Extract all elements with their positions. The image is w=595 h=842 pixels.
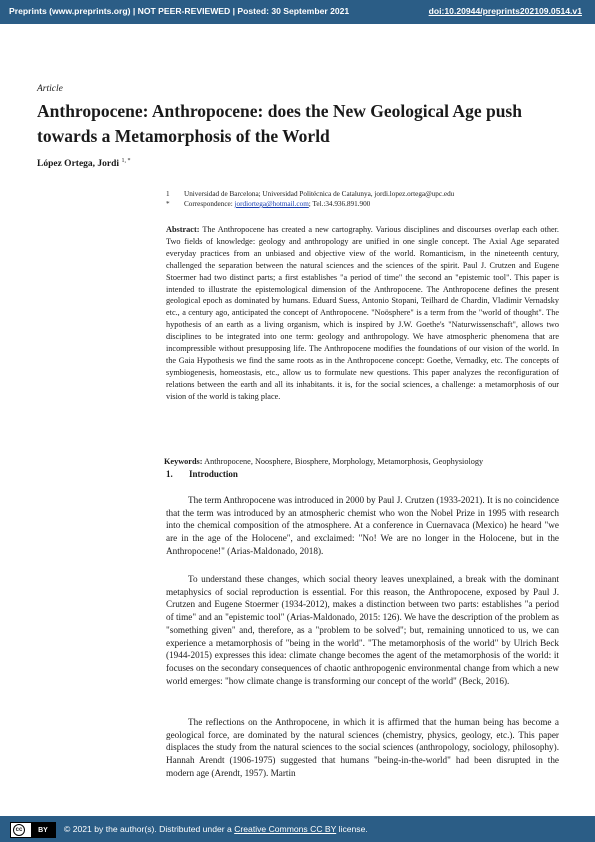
keywords <box>164 457 483 466</box>
article-title: Anthropocene: Anthropocene: does the New Geological Age push towards a Metamorphosis of the World <box>37 101 522 146</box>
license-text <box>64 824 368 834</box>
affiliation-label: 1 <box>166 190 170 198</box>
body-paragraph-3: The reflections on the Anthropocene, in which it is affirmed that the human being has become a geological force, are dominated by the natural sciences (chemistry, physics, geology, etc.). This paper displaces the study from the natural sciences to the social sciences (anthropology, sociology, philosophy). Hannah Arendt (1906-1975) suggested that humans "being-in-the-world" had been disrupted in the modern age (Arendt, 1957). Martin <box>166 717 559 778</box>
license-suffix: license. <box>336 824 368 834</box>
correspondence-label: * <box>166 200 170 208</box>
author-name: López Ortega, Jordi <box>37 159 120 170</box>
license-footer-bar <box>0 816 595 842</box>
article-type: Article <box>37 84 63 94</box>
abstract-text: The Anthropocene has created a new cartography. Various disciplines and discourses overlap each other. Two fields of knowledge: geology and anthropology are unified in one single concept. The Axial Age separated everyday practices from an unbiased and objective view of the world. Romanticism, in the nineteenth century, challenged the separation between the natural sciences and the sciences of the spirit. Paul J. Crutzen and Eugene Stoermer had two distinct parts; a first establishes "a period of time" the second an "epistemic tool". This paper is intended to illustrate the epistemological dimension of the Anthropocene. The Anthropocene defines the present geological epoch as dominated by humans. Eduard Suess, Antonio Stopani, Teilhard de Chardin, Vladimir Vernadsky etc., a century ago, anticipated the concept of Anthropocene. "Noösphere" is a term from the "world of thought". The hypothesis of an earth as a living organism, which is inspired by J.W. Goethe's "Naturwissenschaft", allows two disciplines to be integrated into one term: geology and anthropology. We have atmospheric phenomena that are incompressible without presupposing life. The Anthropocene modifies the foundations of our vision of the world. In the Gaia Hypothesis we find the same roots as in the Anthropocene concept: Goethe, Vernadky, etc. The concepts of symbiogenesis, homeostasis, etc., allow us to formulate new questions. This paper analyzes the reconfiguration of relations between the earth and all its inhabitants. it is, for the social sciences, a challenge: a metamorphosis of our vision of the world is taking place. <box>166 225 559 401</box>
abstract <box>166 224 559 403</box>
correspondence-phone: ; Tel.:34.936.891.900 <box>308 200 371 208</box>
section-number: 1. <box>166 469 173 479</box>
preprint-header-bar <box>0 0 595 24</box>
body-paragraph-1: The term Anthropocene was introduced in 2000 by Paul J. Crutzen (1933-2021). It is no coincidence that the term was introduced by an atmospheric chemist who won the Nobel Prize in 1995 with research into the chemical composition of the atmosphere. At a conference in Cuernavaca (Mexico) he heard "we are in the age of the Holocene", and exclaimed: "No! We are no longer in the Holocene, but in the Anthropocene!" (Arias-Maldonado, 2018). <box>166 495 559 556</box>
correspondence-email-link[interactable]: jordiortega@hotmail.com <box>234 200 309 208</box>
correspondence-line <box>166 200 370 208</box>
body-paragraph-2: To understand these changes, which social theory leaves unexplained, a break with the dominant metaphysics of social reproduction is essential. For this reason, the Anthropocene, exposed by Paul J. Crutzen and Eugene Stoermer (1934-2012), makes a distinction between two parts: establishes "a period of time" and an "epistemic tool" (Arias-Maldonado, 2015: 126). We have the description of the problem as "something given" and, therefore, as a "problem to be solved"; but, remaining unnoticed to us, we can experience a metamorphosis of "being in the world". "The metamorphosis of the world" by Ulrich Beck (1944-2015) expresses this idea: climate change becomes the agent of the metamorphosis of the world: it focuses on the secondary consequences of chaotic anthropogenic environmental change from which a new world emerges: "how climate change is transforming our concept of the world" (Beck, 2016). <box>166 574 559 686</box>
correspondence-prefix: Correspondence: <box>184 200 235 208</box>
affiliation-text: Universidad de Barcelona; Universidad Politécnica de Catalunya, jordi.lopez.ortega@upc.edu <box>184 190 455 198</box>
by-icon: BY <box>31 823 55 837</box>
doi-link[interactable]: doi:10.20944/preprints202109.0514.v1 <box>428 6 582 16</box>
cc-by-badge[interactable] <box>10 822 56 838</box>
cc-icon: cc <box>13 824 25 836</box>
author-line <box>37 158 130 169</box>
license-link[interactable]: Creative Commons CC BY <box>234 824 337 834</box>
section-heading <box>166 469 238 479</box>
affiliation-1 <box>166 190 454 198</box>
keywords-text: Anthropocene, Noosphere, Biosphere, Morphology, Metamorphosis, Geophysiology <box>204 457 484 466</box>
header-status-text: Preprints (www.preprints.org) | NOT PEER-REVIEWED | Posted: 30 September 2021 <box>9 6 350 16</box>
license-prefix: © 2021 by the author(s). Distributed under a <box>64 824 235 834</box>
keywords-label: Keywords: <box>164 457 203 466</box>
section-title: Introduction <box>189 469 238 479</box>
abstract-label: Abstract: <box>166 225 200 234</box>
author-affiliation-mark: 1, * <box>121 158 131 164</box>
